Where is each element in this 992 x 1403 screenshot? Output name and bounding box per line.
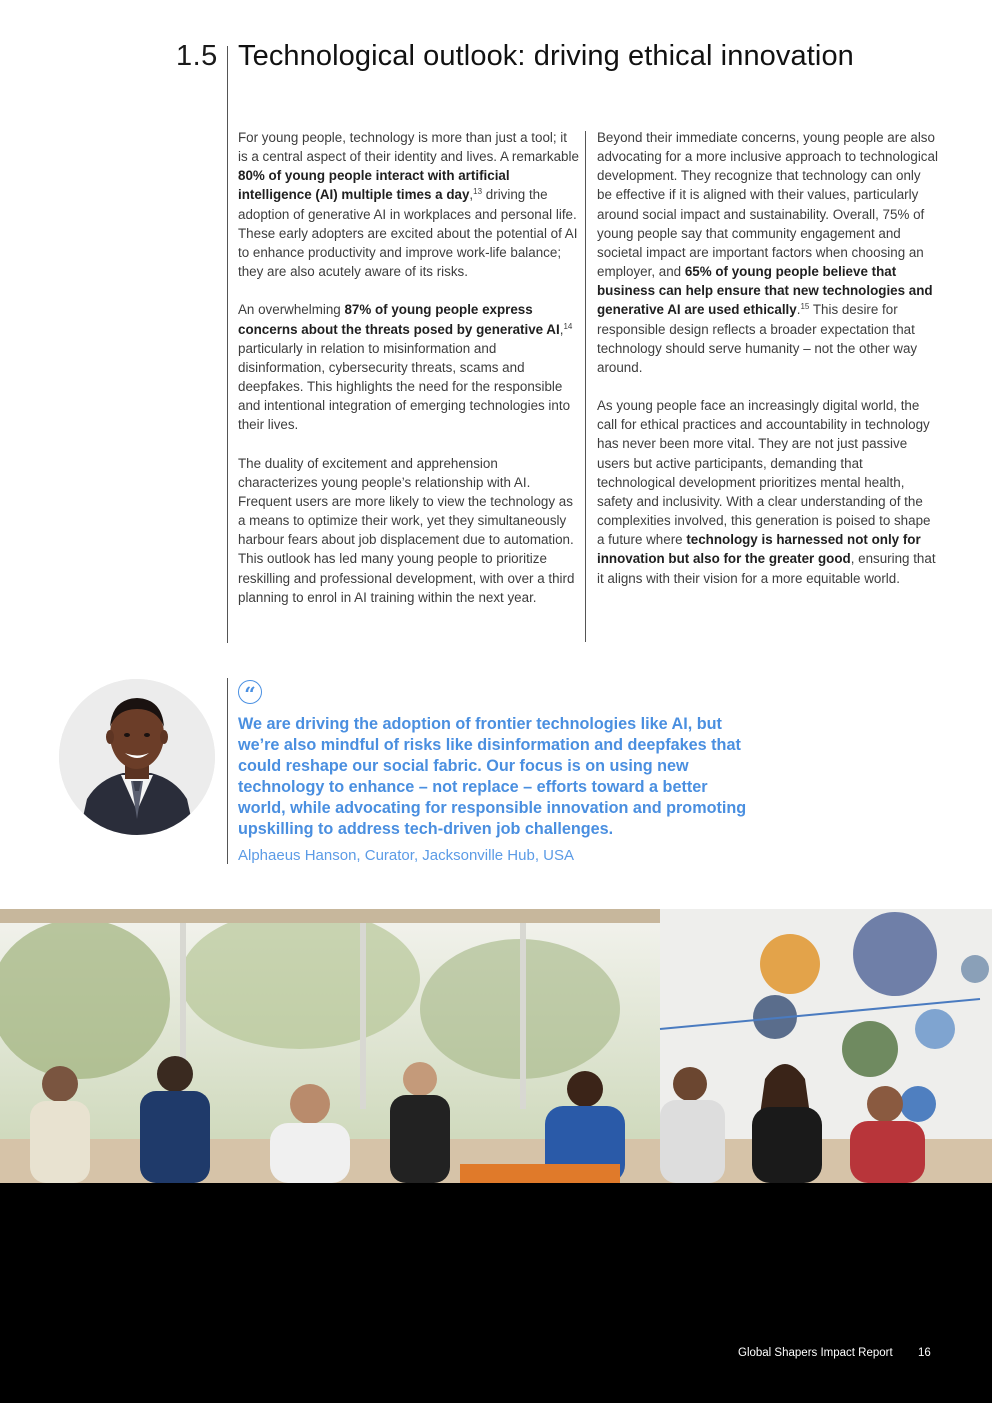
right-paragraph-2: As young people face an increasingly digital world, the call for ethical practices and accountability in technology has never been more vital. They are not just passive users but active participants, demanding that technological development prioritizes mental health, safety and inclusivity. With a clear understanding of the complexities involved, this generation is poised to shape a future where technology is harnessed not only for innovation but also for the greater good, ensuring that it aligns with their vision for a more equitable world. <box>597 398 936 586</box>
section-divider-line <box>227 46 228 643</box>
left-paragraph-3: The duality of excitement and apprehension characterizes young people’s relationship with AI. Frequent users are more likely to view the technology as a means to optimize their work, yet they simultaneously harbour fears about job displacement due to automation. This outlook has led many young people to prioritize reskilling and professional development, with over a third planning to enrol in AI training within the next year. <box>238 455 575 605</box>
left-text-column <box>238 128 580 626</box>
section-number: 1.5 <box>176 40 218 72</box>
quote-divider-line <box>227 678 228 864</box>
right-paragraph-1: Beyond their immediate concerns, young people are also advocating for a more inclusive approach to technological development. They recognize that technology can only be effective if it is aligned with their values, particularly around social impact and sustainability. Overall, 75% of young people say that community engagement and societal impact are important factors when choosing an employer, and 65% of young people believe that business can help ensure that new technologies and generative AI are used ethically.$^{15}$ This desire for responsible design reflects a broader expectation that technology should serve humanity – not the other way around. <box>597 130 938 375</box>
stat-80-percent: 80% of young people interact with artificial intelligence (AI) multiple times a day <box>238 168 510 203</box>
group-meeting-illustration <box>0 909 992 1183</box>
stat-65-percent: 65% of young people believe that business can help ensure that new technologies and generative AI are used ethically <box>597 264 933 318</box>
portrait-illustration <box>59 679 215 835</box>
page-footer-band <box>0 1183 992 1403</box>
page-title: Technological outlook: driving ethical innovation <box>238 40 854 72</box>
quote-attribution: Alphaeus Hanson, Curator, Jacksonville Hub, USA <box>238 847 575 864</box>
footnote-13[interactable]: 13 <box>473 187 483 197</box>
footer-page-number: 16 <box>918 1347 931 1359</box>
pull-quote: We are driving the adoption of frontier technologies like AI, but we’re also mindful of risks like disinformation and deepfakes that could reshape our social fabric. Our focus is on using new technology to enhance – not replace – efforts toward a better world, while advocating for responsible innovation and promoting upskilling to address tech-driven job challenges. <box>238 715 747 838</box>
group-photo <box>0 909 992 1183</box>
quote-mark-icon: “ <box>238 680 262 704</box>
left-paragraph-2: An overwhelming 87% of young people express concerns about the threats posed by generative AI,$^{14}$ particularly in relation to misinformation and disinformation, cybersecurity threats, scams and deepfakes. This highlights the need for the responsible and intentional integration of emerging technologies into their lives. <box>238 302 573 433</box>
greater-good-highlight: technology is harnessed not only for innovation but also for the greater good <box>597 532 921 567</box>
right-text-column <box>597 128 939 607</box>
footnote-15[interactable]: 15 <box>800 302 810 312</box>
left-paragraph-1: For young people, technology is more than just a tool; it is a central aspect of their identity and lives. A remarkable 80% of young people interact with artificial intelligence (AI) multiple times a day,$^{13}$ driving the adoption of generative AI in workplaces and personal life. These early adopters are excited about the potential of AI to enhance productivity and improve work-life balance; they are also acutely aware of its risks. <box>238 130 579 280</box>
footer-report-name: Global Shapers Impact Report <box>738 1347 893 1359</box>
stat-87-percent: 87% of young people express concerns about the threats posed by generative AI <box>238 302 560 337</box>
quote-author-avatar <box>59 679 215 835</box>
column-divider-line <box>585 131 586 642</box>
footnote-14[interactable]: 14 <box>563 321 573 331</box>
